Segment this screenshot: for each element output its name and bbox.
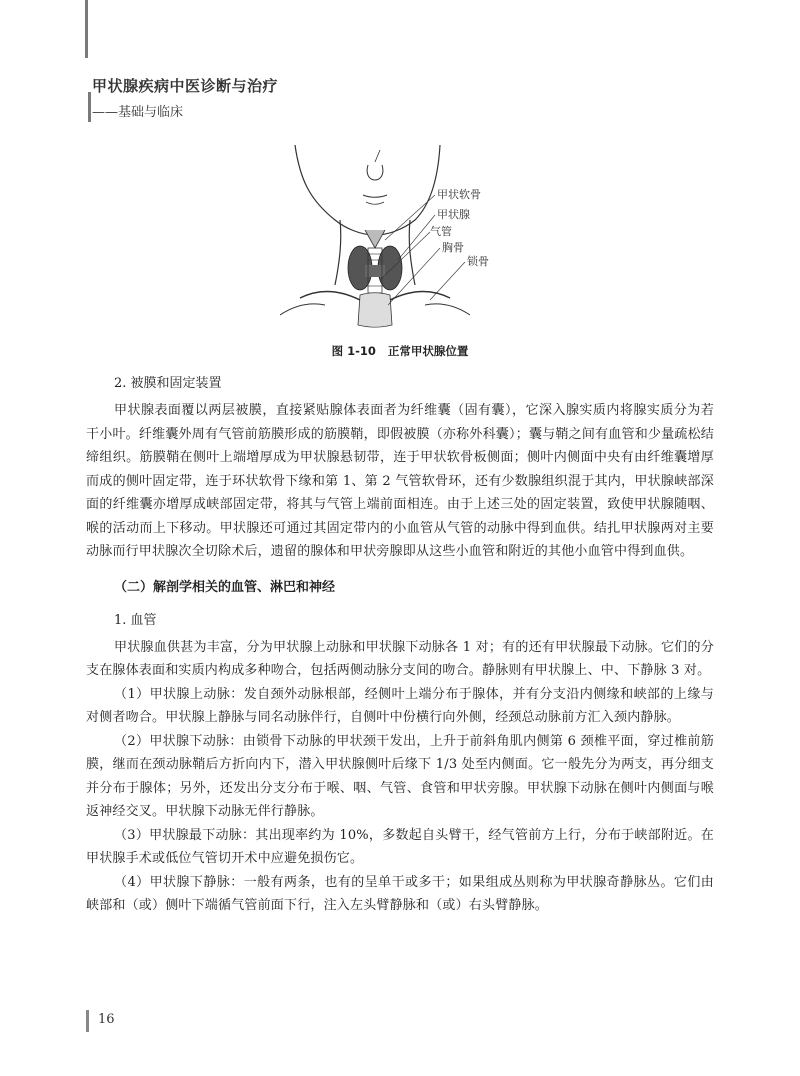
item-inferior-thyroid-vein: （4）甲状腺下静脉：一般有两条，也有的呈单干或多干；如果组成丛则称为甲状腺奇静脉丛。它们由峡部和（或）侧叶下端循气管前面下行，注入左头臂静脉和（或）右头臂静脉。 — [86, 874, 714, 913]
section-capsule-heading: 2. 被膜和固定装置 — [114, 376, 222, 391]
subsection-blood-vessels-heading: 1. 血管 — [114, 612, 157, 628]
top-margin-bar — [85, 0, 88, 58]
neck-illustration — [280, 140, 520, 340]
body-text — [86, 373, 714, 918]
thyroid-position-figure — [280, 140, 520, 340]
item-superior-thyroid-artery: （1）甲状腺上动脉：发自颈外动脉根部，经侧叶上端分布于腺体，并有分支沿内侧缘和峡部的上缘与对侧者吻合。甲状腺上静脉与同名动脉伴行，自侧叶中份横行向外侧，经颈总动脉前方汇入颈内静脉。 — [86, 686, 714, 725]
caption-number: 图 1-10 — [331, 344, 376, 358]
item-thyroid-ima-artery: （3）甲状腺最下动脉：其出现率约为 10%，多数起自头臂干，经气管前方上行，分布于峡部附近。在甲状腺手术或低位气管切开术中应避免损伤它。 — [86, 827, 714, 866]
label-clavicle: 锁骨 — [467, 255, 489, 268]
figure-caption — [0, 343, 800, 359]
footer-bar — [86, 1010, 89, 1032]
book-title: 甲状腺疾病中医诊断与治疗 — [92, 77, 279, 95]
page-number: 16 — [98, 1012, 115, 1027]
running-header — [92, 75, 278, 120]
label-sternum: 胸骨 — [442, 241, 464, 254]
label-thyroid-cartilage: 甲状软骨 — [437, 188, 481, 201]
section-vessels-heading: （二）解剖学相关的血管、淋巴和神经 — [114, 579, 336, 595]
vessels-intro-paragraph: 甲状腺血供甚为丰富，分为甲状腺上动脉和甲状腺下动脉各 1 对；有的还有甲状腺最下动脉。它们的分支在腺体表面和实质内构成多种吻合，包括两侧动脉分支间的吻合。静脉则有甲状腺上、中、下静脉 3 对。 — [86, 639, 714, 678]
item-inferior-thyroid-artery: （2）甲状腺下动脉：由锁骨下动脉的甲状颈干发出，上升于前斜角肌内侧第 6 颈椎平面，穿过椎前筋膜，继而在颈动脉鞘后方折向内下，潜入甲状腺侧叶后缘下 1/3 处至内侧面。它一般先分为两支，再分细支并分布于腺体；另外，还发出分支分布于喉、咽、气管、食管和甲状旁腺。甲状腺下动脉在侧叶内侧面与喉返神经交叉。甲状腺下动脉无伴行静脉。 — [86, 733, 714, 819]
section-capsule-paragraph: 甲状腺表面覆以两层被膜，直接紧贴腺体表面者为纤维囊（固有囊），它深入腺实质内将腺实质分为若干小叶。纤维囊外周有气管前筋膜形成的筋膜鞘，即假被膜（亦称外科囊）；囊与鞘之间有血管和少量疏松结缔组织。筋膜鞘在侧叶上端增厚成为甲状腺悬韧带，连于甲状软骨板侧面；侧叶内侧面中央有由纤维囊增厚而成的侧叶固定带，连于环状软骨下缘和第 1、第 2 气管软骨环，还有少数腺组织混于其内，甲状腺峡部深面的纤维囊亦增厚成峡部固定带，将其与气管上端前面相连。由于上述三处的固定装置，致使甲状腺随咽、喉的活动而上下移动。甲状腺还可通过其固定带内的小血管从气管的动脉中得到血供。结扎甲状腺两对主要动脉而行甲状腺次全切除术后，遗留的腺体和甲状旁腺即从这些小血管和附近的其他小血管中得到血供。 — [86, 403, 714, 559]
book-subtitle: ——基础与临床 — [92, 105, 184, 120]
label-thyroid: 甲状腺 — [437, 208, 470, 221]
label-trachea: 气管 — [430, 225, 452, 238]
caption-text: 正常甲状腺位置 — [387, 344, 469, 358]
header-side-rule — [88, 92, 91, 122]
